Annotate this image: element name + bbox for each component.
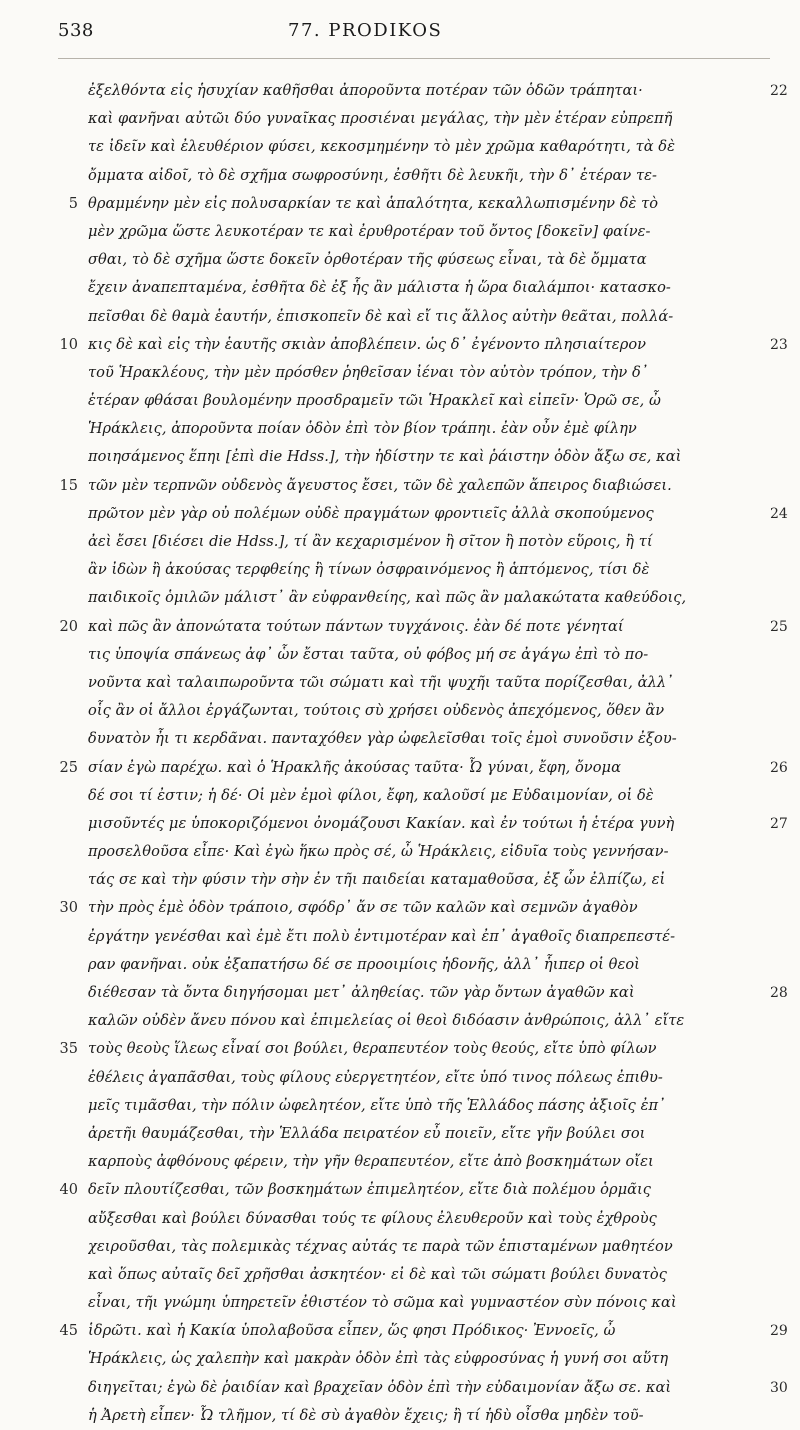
text-line (0, 1317, 800, 1345)
text-line (0, 1345, 800, 1373)
line-text: καὶ πῶς ἂν ἀπονώτατα τούτων πάντων τυγχάνοις. ἐὰν δέ ποτε γένηταί (88, 617, 624, 635)
line-text: διέθεσαν τὰ ὄντα διηγήσομαι μετ᾽ ἀληθείας. τῶν γὰρ ὄντων ἀγαθῶν καὶ (88, 984, 635, 1001)
line-text: τάς σε καὶ τὴν φύσιν τὴν σὴν ἐν τῆι παιδείαι καταμαθοῦσα, ἐξ ὧν ἐλπίζω, εἰ (88, 871, 666, 889)
text-line (0, 979, 800, 1007)
line-text: σθαι, τὸ δὲ σχῆμα ὥστε δοκεῖν ὀρθοτέραν τῆς φύσεως εἶναι, τὰ δὲ ὄμματα (88, 251, 647, 269)
line-text: τοὺς θεοὺς ἵλεως εἶναί σοι βούλει, θεραπευτέον τοὺς θεούς, εἴτε ὑπὸ φίλων (88, 1040, 657, 1058)
line-text: ἐργάτην γενέσθαι καὶ ἐμὲ ἔτι πολὺ ἐντιμοτέραν καὶ ἐπ᾽ ἀγαθοῖς διαπρεπεστέ- (88, 927, 676, 945)
line-text: τοῦ Ἡρακλέους, τὴν μὲν πρόσθεν ῥηθεῖσαν ἰέναι τὸν αὐτὸν τρόπον, τὴν δ᾽ (88, 363, 649, 381)
text-line (0, 359, 800, 387)
line-text: ἡ Ἀρετὴ εἶπεν· Ὦ τλῆμον, τί δὲ σὺ ἀγαθὸν ἔχεις; ἢ τί ἡδὺ οἶσθα μηδὲν τοῦ- (88, 1406, 644, 1424)
line-text: καλῶν οὐδὲν ἄνευ πόνου καὶ ἐπιμελείας οἱ θεοὶ διδόασιν ἀνθρώποις, ἀλλ᾽ εἴτε (88, 1012, 685, 1030)
text-line (0, 472, 800, 500)
line-text: ἂν ἰδὼν ἢ ἀκούσας τερφθείης ἢ τίνων ὀσφραινόμενος ἢ ἁπτόμενος, τίσι δὲ (88, 561, 650, 579)
text-line (0, 782, 800, 810)
text-line (0, 838, 800, 866)
section-reference: 25 (770, 618, 788, 635)
line-text: ἐξελθόντα εἰς ἡσυχίαν καθῆσθαι ἀποροῦντα ποτέραν τῶν ὁδῶν τράπηται· (88, 82, 643, 99)
line-text: Ἡράκλεις, ἀποροῦντα ποίαν ὁδὸν ἐπὶ τὸν βίον τράπηι. ἐὰν οὖν ἐμὲ φίλην (88, 420, 637, 438)
line-text: καρποὺς ἀφθόνους φέρειν, τὴν γῆν θεραπευτέον, εἴτε ἀπὸ βοσκημάτων οἴει (88, 1153, 654, 1171)
text-line (0, 190, 800, 218)
text-line (0, 556, 800, 584)
line-text: κις δὲ καὶ εἰς τὴν ἑαυτῆς σκιὰν ἀποβλέπειν. ὡς δ᾽ ἐγένοντο πλησιαίτερον (88, 335, 647, 353)
text-line (0, 274, 800, 302)
line-text: χειροῦσθαι, τὰς πολεμικὰς τέχνας αὐτάς τε παρὰ τῶν ἐπισταμένων μαθητέον (88, 1237, 673, 1255)
line-text: μισοῦντές με ὑποκοριζόμενοι ὀνομάζουσι Κακίαν. καὶ ἐν τούτωι ἡ ἑτέρα γυνὴ (88, 814, 675, 832)
line-text: παιδικοῖς ὁμιλῶν μάλιστ᾽ ἂν εὐφρανθείης, καὶ πῶς ἂν μαλακώτατα καθεύδοις, (88, 589, 687, 607)
text-line (0, 1205, 800, 1233)
text-line (0, 810, 800, 838)
text-line (0, 641, 800, 669)
line-text: καὶ φανῆναι αὐτῶι δύο γυναῖκας προσιέναι μεγάλας, τὴν μὲν ἑτέραν εὐπρεπῆ (88, 110, 673, 128)
line-text: μὲν χρῶμα ὥστε λευκοτέραν τε καὶ ἐρυθροτέραν τοῦ ὄντος [δοκεῖν] φαίνε- (88, 222, 651, 240)
line-text: οἷς ἂν οἱ ἄλλοι ἐργάζωνται, τούτοις σὺ χρήσει οὐδενὸς ἀπεχόμενος, ὅθεν ἂν (88, 702, 665, 720)
text-line (0, 500, 800, 528)
line-text: εἶναι, τῆι γνώμηι ὑπηρετεῖν ἐθιστέον τὸ σῶμα καὶ γυμναστέον σὺν πόνοις καὶ (88, 1294, 677, 1312)
text-line (0, 1402, 800, 1430)
text-line (0, 725, 800, 753)
line-text: πεῖσθαι δὲ θαμὰ ἑαυτήν, ἐπισκοπεῖν δὲ καὶ εἴ τις ἄλλος αὐτὴν θεᾶται, πολλά- (88, 307, 674, 325)
text-line (0, 1092, 800, 1120)
text-line (0, 1064, 800, 1092)
text-line (0, 923, 800, 951)
line-text: ἀρετῆι θαυμάζεσθαι, τὴν Ἑλλάδα πειρατέον εὖ ποιεῖν, εἴτε γῆν βούλει σοι (88, 1124, 646, 1142)
line-text: τῶν μὲν τερπνῶν οὐδενὸς ἄγευστος ἔσει, τῶν δὲ χαλεπῶν ἄπειρος διαβιώσει. (88, 476, 672, 494)
text-line (0, 669, 800, 697)
line-text: σίαν ἐγὼ παρέχω. καὶ ὁ Ἡρακλῆς ἀκούσας ταῦτα· Ὦ γύναι, ἔφη, ὄνομα (88, 758, 621, 776)
line-number: 35 (59, 1041, 78, 1058)
line-text: τις ὑποψία σπάνεως ἀφ᾽ ὧν ἔσται ταῦτα, οὐ φόβος μή σε ἀγάγω ἐπὶ τὸ πο- (88, 645, 649, 663)
text-line (0, 1007, 800, 1035)
section-reference: 22 (770, 83, 788, 99)
line-number: 40 (59, 1182, 78, 1199)
text-line (0, 951, 800, 979)
text-line (0, 218, 800, 246)
section-reference: 30 (770, 1379, 788, 1396)
greek-text-block (0, 77, 800, 1430)
text-line (0, 303, 800, 331)
line-number: 5 (68, 195, 78, 212)
line-number: 20 (59, 618, 78, 635)
line-text: ποιησάμενος ἕπηι [ἐπὶ die Hdss.], τὴν ἡδίστην τε καὶ ῥάιστην ὁδὸν ἄξω σε, καὶ (88, 448, 682, 466)
line-text: Ἡράκλεις, ὡς χαλεπὴν καὶ μακρὰν ὁδὸν ἐπὶ τὰς εὐφροσύνας ἡ γυνή σοι αὕτη (88, 1350, 669, 1368)
line-text: πρῶτον μὲν γὰρ οὐ πολέμων οὐδὲ πραγμάτων φροντιεῖς ἀλλὰ σκοπούμενος (88, 504, 654, 522)
section-reference: 24 (770, 505, 788, 522)
line-number: 30 (59, 900, 78, 917)
text-line (0, 77, 800, 105)
text-line (0, 1120, 800, 1148)
line-text: προσελθοῦσα εἶπε· Καὶ ἐγὼ ἥκω πρὸς σέ, ὦ Ἡράκλεις, εἰδυῖα τοὺς γεννήσαν- (88, 843, 669, 861)
page-header (58, 18, 758, 48)
line-number: 25 (59, 759, 78, 776)
text-line (0, 613, 800, 641)
text-line (0, 105, 800, 133)
line-text: διηγεῖται; ἐγὼ δὲ ῥαιδίαν καὶ βραχεῖαν ὁδὸν ἐπὶ τὴν εὐδαιμονίαν ἄξω σε. καὶ (88, 1378, 672, 1396)
line-text: νοῦντα καὶ ταλαιπωροῦντα τῶι σώματι καὶ τῆι ψυχῆι ταῦτα πορίζεσθαι, ἀλλ᾽ (88, 673, 674, 691)
text-line (0, 1035, 800, 1063)
text-line (0, 1233, 800, 1261)
text-line (0, 1289, 800, 1317)
section-reference: 27 (770, 815, 788, 832)
line-text: ἀεὶ ἔσει [διέσει die Hdss.], τί ἂν κεχαρισμένον ἢ σῖτον ἢ ποτὸν εὕροις, ἢ τί (88, 533, 653, 550)
text-line (0, 894, 800, 922)
text-line (0, 866, 800, 894)
section-reference: 23 (770, 336, 788, 353)
section-reference: 28 (770, 985, 788, 1001)
line-text: καὶ ὅπως αὐταῖς δεῖ χρῆσθαι ἀσκητέον· εἰ δὲ καὶ τῶι σώματι βούλει δυνατὸς (88, 1265, 667, 1283)
line-number: 15 (59, 477, 78, 494)
text-line (0, 443, 800, 471)
line-text: ὄμματα αἰδοῖ, τὸ δὲ σχῆμα σωφροσύνηι, ἐσθῆτι δὲ λευκῆι, τὴν δ᾽ ἑτέραν τε- (88, 166, 658, 184)
text-line (0, 1148, 800, 1176)
text-line (0, 754, 800, 782)
text-line (0, 584, 800, 612)
line-text: ραν φανῆναι. οὐκ ἐξαπατήσω δέ σε προοιμίοις ἡδονῆς, ἀλλ᾽ ἧιπερ οἱ θεοὶ (88, 955, 640, 973)
line-text: ἑτέραν φθάσαι βουλομένην προσδραμεῖν τῶι Ἡρακλεῖ καὶ εἰπεῖν· Ὁρῶ σε, ὦ (88, 392, 662, 410)
text-line (0, 528, 800, 556)
text-line (0, 697, 800, 725)
text-line (0, 387, 800, 415)
line-text: αὔξεσθαι καὶ βούλει δύνασθαι τούς τε φίλους ἐλευθεροῦν καὶ τοὺς ἐχθροὺς (88, 1209, 657, 1227)
running-title: 77. PRODIKOS (288, 20, 443, 41)
text-line (0, 415, 800, 443)
text-line (0, 331, 800, 359)
text-line (0, 133, 800, 161)
line-text: ἐθέλεις ἀγαπᾶσθαι, τοὺς φίλους εὐεργετητέον, εἴτε ὑπό τινος πόλεως ἐπιθυ- (88, 1068, 663, 1086)
line-text: δέ σοι τί ἐστιν; ἡ δέ· Οἱ μὲν ἐμοὶ φίλοι, ἔφη, καλοῦσί με Εὐδαιμονίαν, οἱ δὲ (88, 786, 654, 804)
header-rule (58, 58, 770, 59)
line-text: ἱδρῶτι. καὶ ἡ Κακία ὑπολαβοῦσα εἶπεν, ὥς φησι Πρόδικος· Ἐννοεῖς, ὦ (88, 1322, 616, 1340)
line-number: 10 (59, 336, 78, 353)
line-text: τὴν πρὸς ἐμὲ ὁδὸν τράποιο, σφόδρ᾽ ἄν σε τῶν καλῶν καὶ σεμνῶν ἀγαθὸν (88, 899, 638, 917)
text-line (0, 1374, 800, 1402)
text-line (0, 246, 800, 274)
page-number: 538 (58, 20, 94, 41)
section-reference: 29 (770, 1323, 788, 1340)
text-line (0, 1261, 800, 1289)
line-text: ἔχειν ἀναπεπταμένα, ἐσθῆτα δὲ ἐξ ἧς ἂν μάλιστα ἡ ὥρα διαλάμποι· κατασκο- (88, 279, 671, 297)
text-line (0, 162, 800, 190)
line-text: θραμμένην μὲν εἰς πολυσαρκίαν τε καὶ ἁπαλότητα, κεκαλλωπισμένην δὲ τὸ (88, 194, 659, 212)
line-text: δυνατὸν ἦι τι κερδᾶναι. πανταχόθεν γὰρ ὠφελεῖσθαι τοῖς ἐμοὶ συνοῦσιν ἐξου- (88, 730, 677, 748)
text-line (0, 1176, 800, 1204)
section-reference: 26 (770, 759, 788, 776)
line-number: 45 (59, 1323, 78, 1340)
line-text: μεῖς τιμᾶσθαι, τὴν πόλιν ὠφελητέον, εἴτε ὑπὸ τῆς Ἑλλάδος πάσης ἀξιοῖς ἐπ᾽ (88, 1096, 666, 1114)
line-text: τε ἰδεῖν καὶ ἐλευθέριον φύσει, κεκοσμημένην τὸ μὲν χρῶμα καθαρότητι, τὰ δὲ (88, 138, 676, 156)
line-text: δεῖν πλουτίζεσθαι, τῶν βοσκημάτων ἐπιμελητέον, εἴτε διὰ πολέμου ὁρμᾶις (88, 1181, 652, 1199)
